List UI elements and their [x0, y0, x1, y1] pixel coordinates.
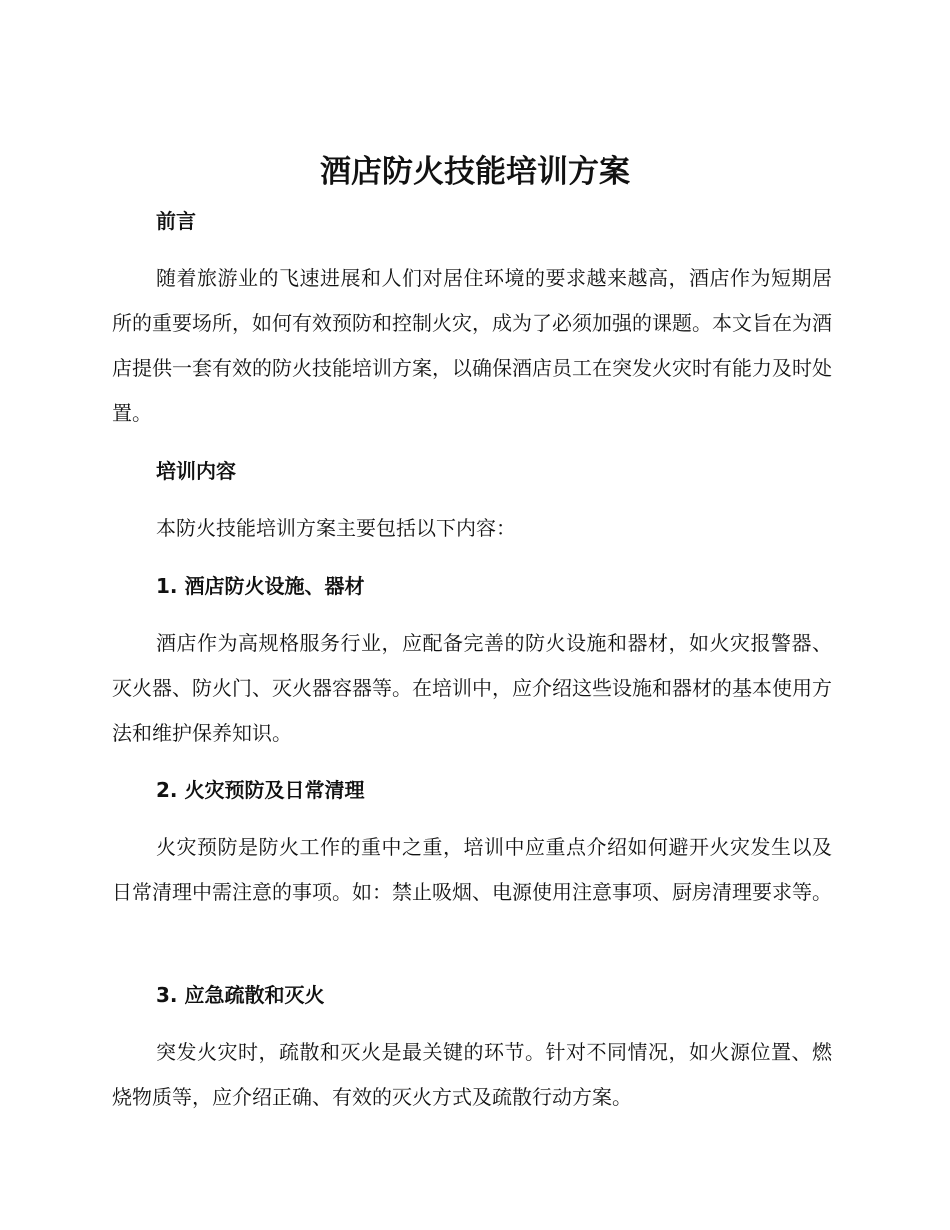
- training-content-heading: 培训内容: [156, 459, 236, 483]
- section-1-paragraph: 酒店作为高规格服务行业，应配备完善的防火设施和器材，如火灾报警器、灭火器、防火门、灭火器容器等。在培训中，应介绍这些设施和器材的基本使用方法和维护保养知识。: [112, 631, 832, 745]
- preface-heading: 前言: [156, 209, 196, 233]
- document-title: 酒店防火技能培训方案: [320, 154, 630, 190]
- section-3-heading: 3. 应急疏散和灭火: [156, 983, 325, 1007]
- section-1-heading: 1. 酒店防火设施、器材: [156, 574, 365, 598]
- section-2-paragraph: 火灾预防是防火工作的重中之重，培训中应重点介绍如何避开火灾发生以及日常清理中需注意的事项。如：禁止吸烟、电源使用注意事项、厨房清理要求等。: [112, 835, 832, 904]
- preface-paragraph: 随着旅游业的飞速进展和人们对居住环境的要求越来越高，酒店作为短期居所的重要场所，如何有效预防和控制火灾，成为了必须加强的课题。本文旨在为酒店提供一套有效的防火技能培训方案，以确保酒店员工在突发火灾时有能力及时处置。: [112, 266, 832, 425]
- section-3-paragraph: 突发火灾时，疏散和灭火是最关键的环节。针对不同情况，如火源位置、燃烧物质等，应介绍正确、有效的灭火方式及疏散行动方案。: [112, 1040, 832, 1109]
- training-intro-paragraph: 本防火技能培训方案主要包括以下内容：: [156, 516, 516, 540]
- section-2-heading: 2. 火灾预防及日常清理: [156, 778, 365, 802]
